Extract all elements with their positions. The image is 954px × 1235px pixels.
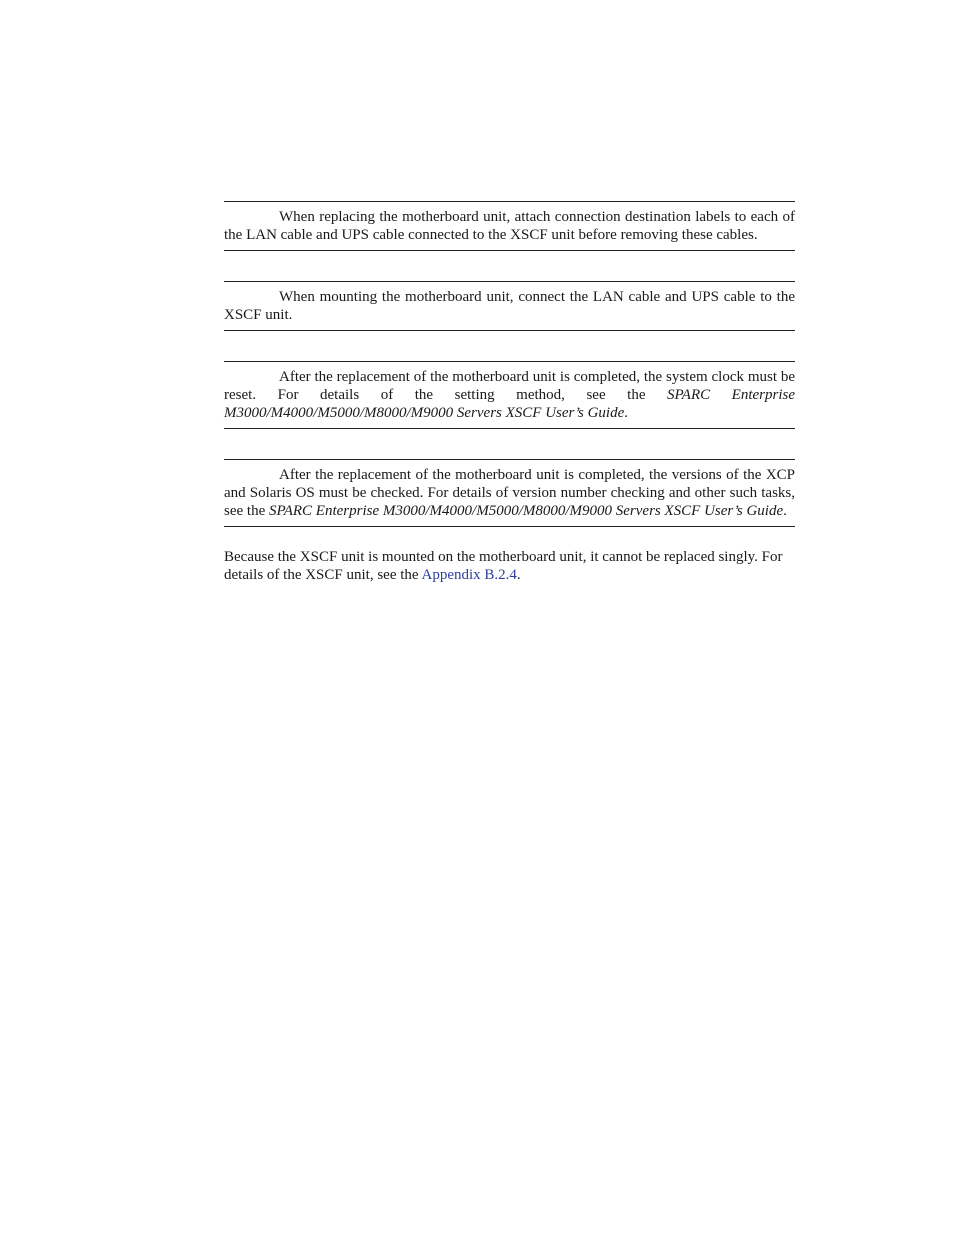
note-text (224, 368, 795, 422)
guide-title: SPARC Enterprise M3000/M4000/M5000/M8000/M9000 Servers XSCF User’s Guide (224, 387, 795, 421)
note-box-reset-clock (224, 361, 795, 429)
note-box-label-cables (224, 201, 795, 251)
note-text-after: . (783, 503, 787, 519)
note-text: When replacing the motherboard unit, attach connection destination labels to each of the LAN cable and UPS cable connected to the XSCF unit before removing these cables. (224, 209, 795, 243)
guide-title: SPARC Enterprise M3000/M4000/M5000/M8000/M9000 Servers XSCF User’s Guide (268, 503, 784, 519)
page-content (224, 201, 795, 584)
note-text: When mounting the motherboard unit, connect the LAN cable and UPS cable to the XSCF unit. (224, 289, 795, 323)
note-text (224, 466, 795, 520)
note-box-connect-cables (224, 281, 795, 331)
paragraph-text-after: . (516, 567, 521, 583)
appendix-link[interactable]: Appendix B.2.4 (421, 567, 517, 583)
paragraph-text-before: Because the XSCF unit is mounted on the motherboard unit, it cannot be replaced singly. For details of the XSCF unit, see the (224, 549, 783, 583)
body-paragraph (224, 548, 795, 584)
note-box-check-versions (224, 459, 795, 527)
note-text-after: . (624, 405, 628, 421)
note-text-before: After the replacement of the motherboard unit is completed, the system clock must be reset. For details of the setting method, see the (224, 369, 795, 403)
note-text-before: After the replacement of the motherboard unit is completed, the versions of the XCP and Solaris OS must be checked. For details of version number checking and other such tasks, see the (224, 467, 795, 519)
